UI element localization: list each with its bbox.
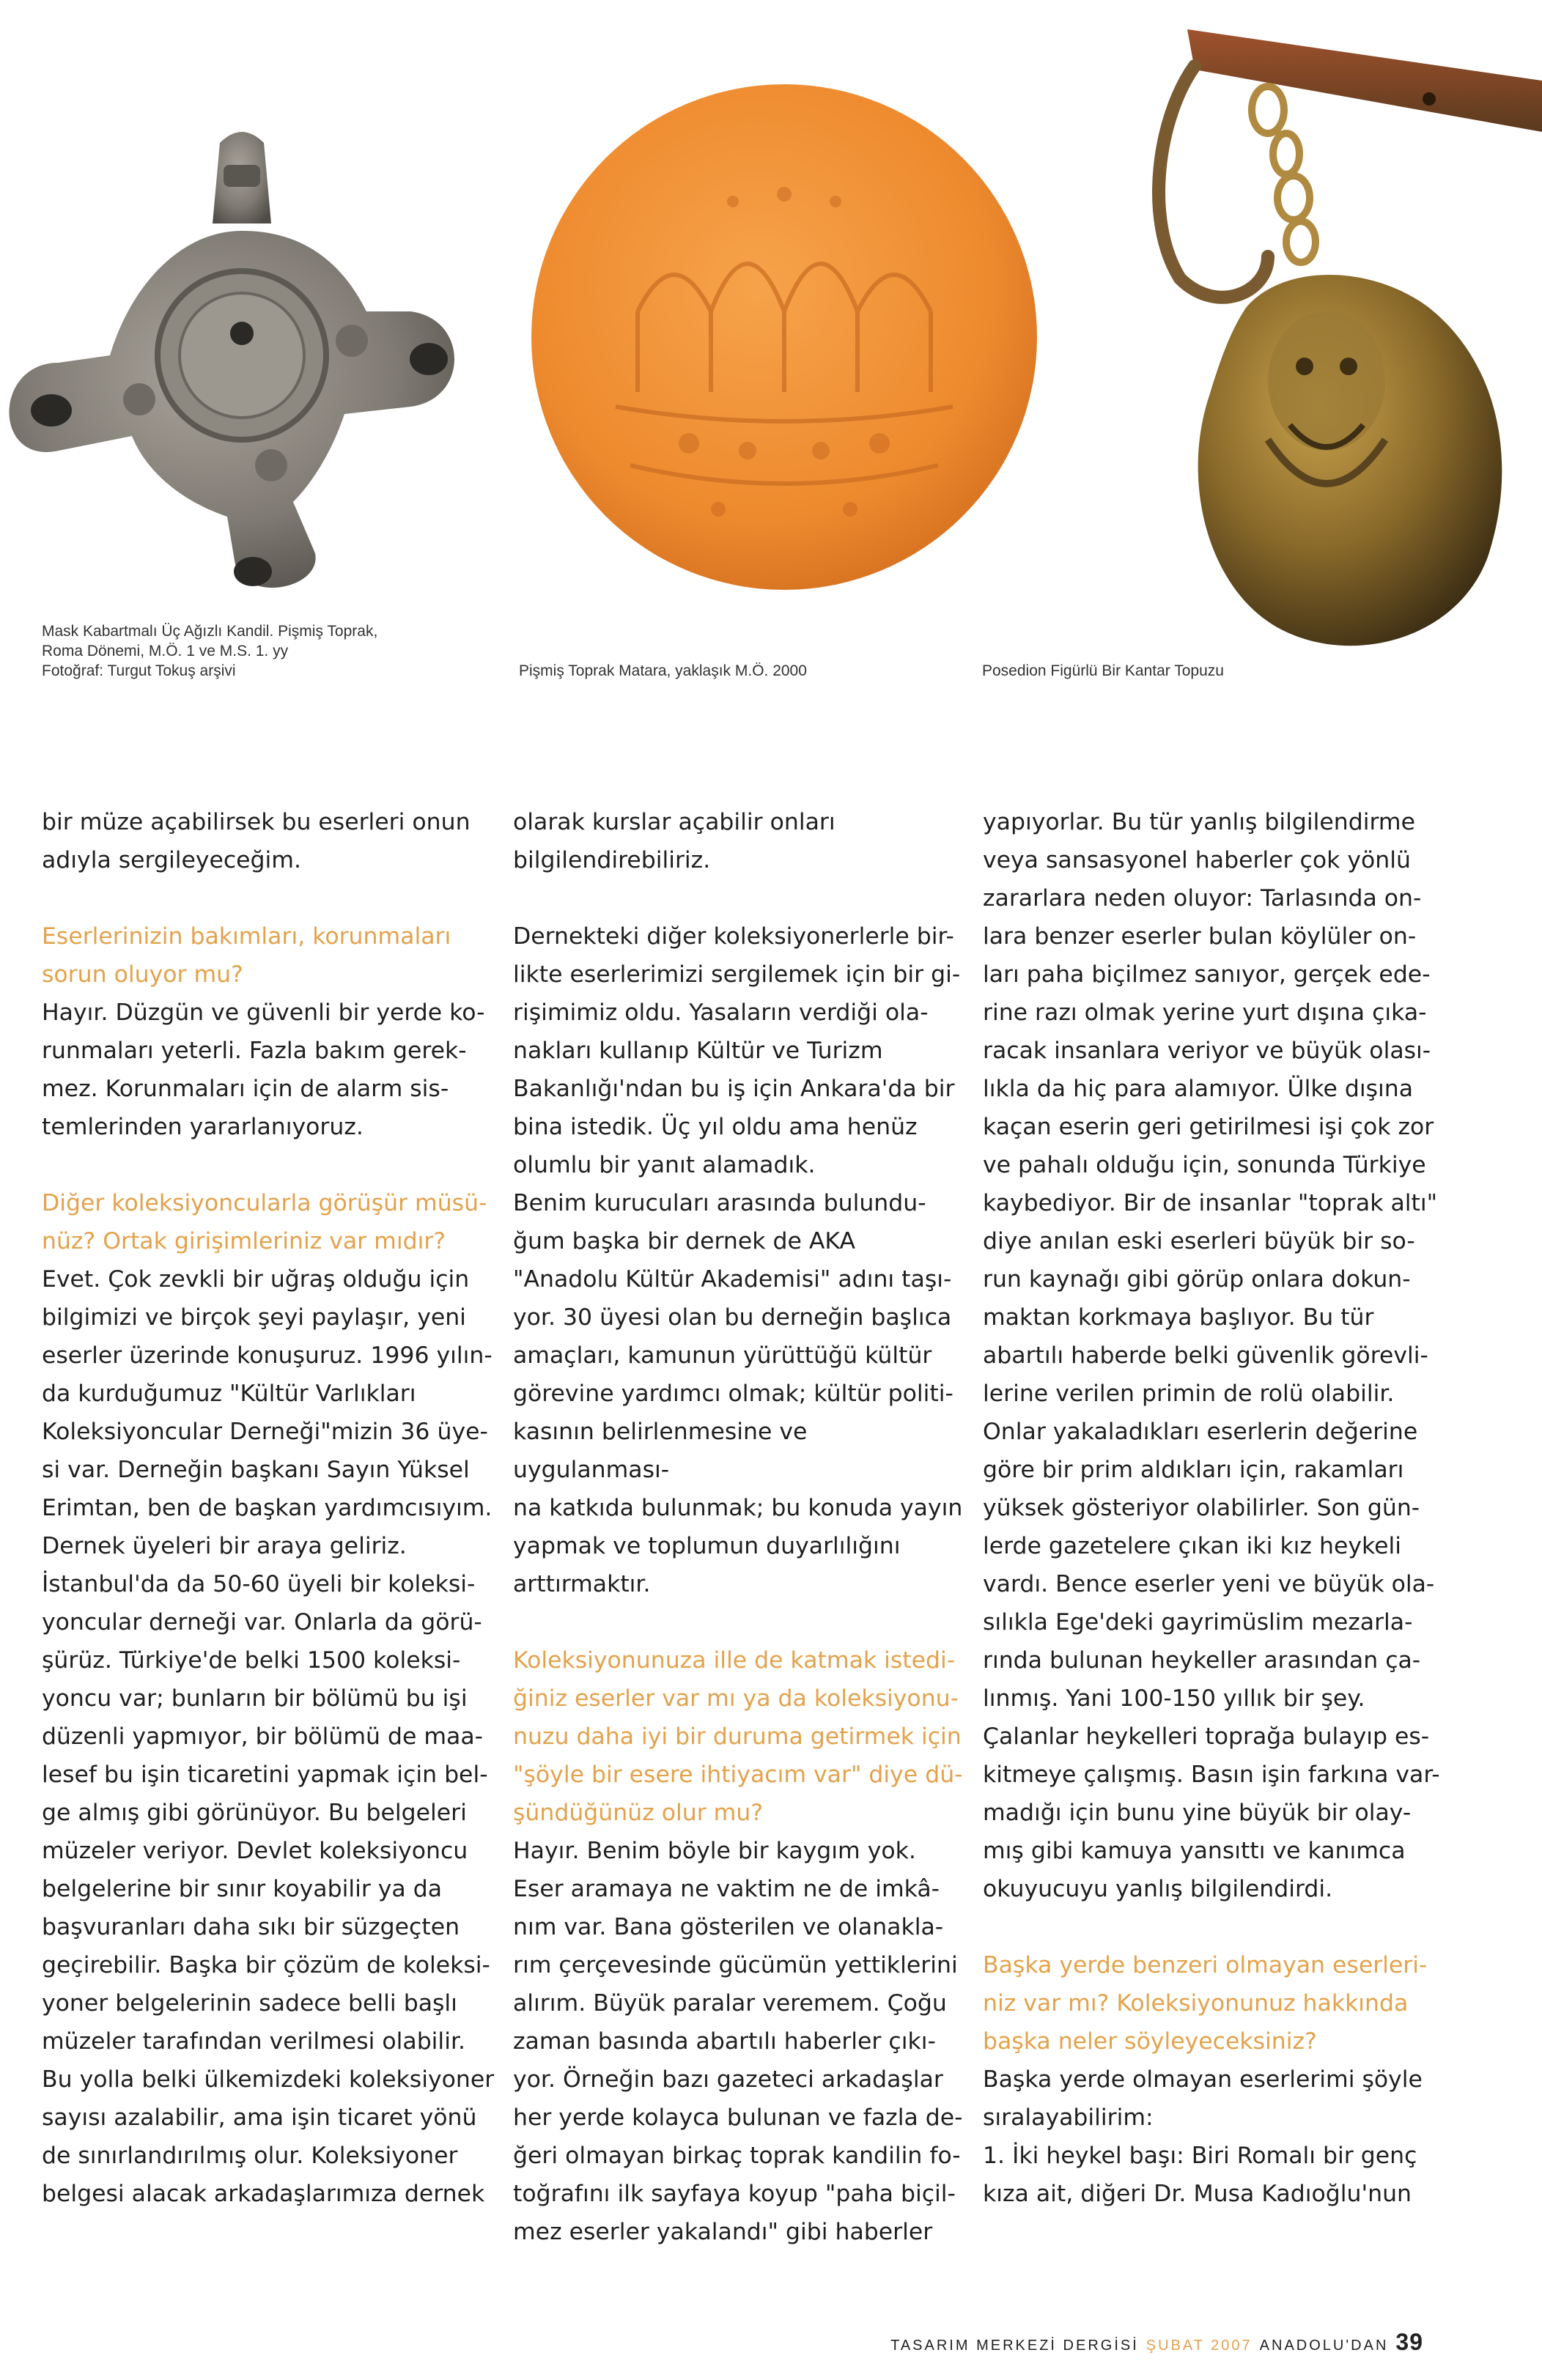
text-line: diye anılan eski eserleri büyük bir so-: [983, 1228, 1415, 1254]
text-line: İstanbul'da da 50-60 üyeli bir koleksi-: [42, 1571, 476, 1597]
text-line: Başka yerde benzeri olmayan eserleri-: [983, 1952, 1428, 1978]
issue-date: ŞUBAT 2007: [1146, 2338, 1253, 2354]
paragraph: [513, 803, 967, 879]
text-line: yor. Örneğin bazı gazeteci arkadaşlar: [513, 2066, 943, 2093]
text-line: Bakanlığı'ndan bu iş için Ankara'da bir: [513, 1076, 955, 1102]
text-line: amaçları, kamunun yürüttüğü kültür: [513, 1342, 932, 1369]
text-line: başka neler söyleyeceksiniz?: [983, 2028, 1317, 2055]
text-line: rında bulunan heykeller arasından ça-: [983, 1647, 1421, 1674]
text-line: yapmak ve toplumun duyarlılığını: [513, 1533, 901, 1559]
text-line: de sınırlandırılmış olur. Koleksiyoner: [42, 2143, 458, 2169]
text-line: yoner belgelerinin sadece belli başlı: [42, 1990, 457, 2017]
text-line: lıkla da hiç para alamıyor. Ülke dışına: [983, 1076, 1414, 1102]
text-line: "şöyle bir esere ihtiyacım var" diye dü-: [513, 1762, 963, 1788]
text-line: düzenli yapmıyor, bir bölümü de maa-: [42, 1723, 484, 1750]
text-line: ğeri olmayan birkaç toprak kandilin fo-: [513, 2143, 961, 2169]
text-line: kasının belirlenmesine ve uygulanması-: [513, 1419, 808, 1483]
paragraph: [42, 994, 496, 1146]
text-line: kaybediyor. Bir de insanlar "toprak altı": [983, 1190, 1438, 1216]
text-line: bilgilendirebiliriz.: [513, 847, 711, 873]
text-line: bina istedik. Üç yıl oldu ama henüz: [513, 1114, 918, 1140]
text-line: Onlar yakaladıkları eserlerin değerine: [983, 1419, 1418, 1445]
text-line: göre bir prim aldıkları için, rakamları: [983, 1457, 1404, 1483]
question: [983, 1946, 1452, 2061]
text-line: Eser aramaya ne vaktim ne de imkâ-: [513, 1876, 940, 1902]
text-line: abartılı haberde belki güvenlik görevli-: [983, 1342, 1428, 1369]
text-column-3: [983, 803, 1452, 2213]
text-line: eserler üzerinde konuşuruz. 1996 yılın-: [42, 1342, 493, 1369]
caption-line: Mask Kabartmalı Üç Ağızlı Kandil. Pişmiş Toprak,: [42, 623, 378, 640]
text-line: yapıyorlar. Bu tür yanlış bilgilendirme: [983, 809, 1415, 835]
text-line: da kurduğumuz "Kültür Varlıkları: [42, 1381, 416, 1407]
text-line: alırım. Büyük paralar veremem. Çoğu: [513, 1990, 947, 2017]
text-line: olarak kurslar açabilir onları: [513, 809, 835, 835]
text-line: nım var. Bana gösterilen ve olanakla-: [513, 1914, 944, 1940]
text-line: na katkıda bulunmak; bu konuda yayın: [513, 1495, 963, 1521]
text-line: müzeler tarafından verilmesi olabilir.: [42, 2028, 466, 2055]
text-column-1: [42, 803, 496, 2213]
text-line: "Anadolu Kültür Akademisi" adını taşı-: [513, 1266, 952, 1293]
text-line: Çalanlar heykelleri toprağa bulayıp es-: [983, 1723, 1430, 1750]
text-line: olumlu bir yanıt alamadık.: [513, 1152, 816, 1178]
text-line: racak insanlara veriyor ve büyük olası-: [983, 1038, 1431, 1064]
text-line: Koleksiyoncular Derneği"mizin 36 üye-: [42, 1419, 488, 1445]
text-line: Eserlerinizin bakımları, korunmaları: [42, 923, 451, 950]
text-line: mez eserler yakalandı" gibi haberler: [513, 2219, 933, 2245]
text-line: Dernek üyeleri bir araya geliriz.: [42, 1533, 407, 1559]
question: [513, 1641, 967, 1832]
text-line: lesef bu işin ticaretini yapmak için bel-: [42, 1762, 488, 1788]
text-line: toğrafını ilk sayfaya koyup "paha biçil-: [513, 2181, 956, 2207]
text-line: kıza ait, diğeri Dr. Musa Kadıoğlu'nun: [983, 2181, 1412, 2207]
text-column-2: [513, 803, 967, 2251]
text-line: niz var mı? Koleksiyonunuz hakkında: [983, 1990, 1409, 2017]
figure-poseidon-weight: [1048, 0, 1542, 681]
text-line: görevine yardımcı olmak; kültür politi-: [513, 1381, 953, 1407]
paragraph: [42, 803, 496, 879]
paragraph: [513, 1832, 967, 2251]
text-line: lara benzer eserler bulan köylüler on-: [983, 923, 1417, 950]
paragraph: [983, 803, 1452, 1908]
text-line: geçirebilir. Başka bir çözüm de koleksi-: [42, 1952, 490, 1978]
caption-oil-lamp: [42, 621, 377, 681]
text-line: veya sansasyonel haberler çok yönlü: [983, 847, 1411, 873]
text-line: kitmeye çalışmış. Basın işin farkına var-: [983, 1762, 1440, 1788]
text-line: şündüğünüz olur mu?: [513, 1800, 764, 1826]
text-line: Erimtan, ben de başkan yardımcısıyım.: [42, 1495, 493, 1521]
text-line: ge almış gibi görünüyor. Bu belgeleri: [42, 1800, 467, 1826]
text-line: zaman basında abartılı haberler çıkı-: [513, 2028, 936, 2055]
text-line: ğum başka bir dernek de AKA: [513, 1228, 856, 1254]
text-line: yor. 30 üyesi olan bu derneğin başlıca: [513, 1304, 952, 1331]
text-line: yüksek gösteriyor olabilirler. Son gün-: [983, 1495, 1420, 1521]
text-line: yoncular derneği var. Onlarla da görü-: [42, 1609, 482, 1636]
text-line: si var. Derneğin başkanı Sayın Yüksel: [42, 1457, 470, 1483]
text-line: her yerde kolayca bulunan ve fazla de-: [513, 2104, 963, 2131]
text-line: adıyla sergileyeceğim.: [42, 847, 301, 873]
text-line: likte eserlerimizi sergilemek için bir gi-: [513, 961, 961, 988]
paragraph: [513, 917, 967, 1603]
text-line: Diğer koleksiyoncularla görüşür müsü-: [42, 1190, 487, 1216]
text-line: Evet. Çok zevkli bir uğraş olduğu için: [42, 1266, 470, 1293]
caption-line: Fotoğraf: Turgut Tokuş arşivi: [42, 662, 236, 679]
text-line: lınmış. Yani 100-150 yıllık bir şey.: [983, 1685, 1365, 1712]
text-line: Dernekteki diğer koleksiyonerlerle bir-: [513, 923, 954, 950]
text-line: Bu yolla belki ülkemizdeki koleksiyoner: [42, 2066, 495, 2093]
text-line: zararlara neden oluyor: Tarlasında on-: [983, 885, 1422, 912]
text-line: ları paha biçilmez sanıyor, gerçek ede-: [983, 961, 1431, 988]
magazine-name: TASARIM MERKEZİ DERGİSİ: [890, 2338, 1139, 2354]
text-line: rişimimiz oldu. Yasaların verdiği ola-: [513, 999, 929, 1026]
text-line: Başka yerde olmayan eserlerimi şöyle: [983, 2066, 1423, 2093]
paragraph: [42, 1260, 496, 2213]
text-line: başvuranları daha sıkı bir süzgeçten: [42, 1914, 460, 1940]
text-line: şürüz. Türkiye'de belki 1500 koleksi-: [42, 1647, 461, 1674]
text-line: run kaynağı gibi görüp onlara dokun-: [983, 1266, 1411, 1293]
text-line: sayısı azalabilir, ama işin ticaret yönü: [42, 2104, 477, 2131]
text-line: lerine verilen primin de rolü olabilir.: [983, 1381, 1395, 1407]
figure-oil-lamp: [0, 121, 469, 597]
caption-weight: Posedion Figürlü Bir Kantar Topuzu: [982, 662, 1224, 679]
text-line: kaçan eserin geri getirilmesi işi çok zor: [983, 1114, 1434, 1140]
text-line: nuzu daha iyi bir duruma getirmek için: [513, 1723, 962, 1750]
text-line: Hayır. Benim böyle bir kaygım yok.: [513, 1838, 916, 1864]
question: [42, 917, 496, 994]
text-line: rım çerçevesinde gücümün yettiklerini: [513, 1952, 958, 1978]
text-line: belgesi alacak arkadaşlarımıza dernek: [42, 2181, 485, 2207]
text-line: müzeler veriyor. Devlet koleksiyoncu: [42, 1838, 468, 1864]
text-line: yoncu var; bunların bir bölümü bu işi: [42, 1685, 468, 1712]
caption-flask: Pişmiş Toprak Matara, yaklaşık M.Ö. 2000: [519, 662, 807, 679]
text-line: belgelerine bir sınır koyabilir ya da: [42, 1876, 443, 1902]
text-line: rine razı olmak yerine yurt dışına çıka-: [983, 999, 1427, 1026]
text-line: sıralayabilirim:: [983, 2104, 1154, 2131]
text-line: maktan korkmaya başlıyor. Bu tür: [983, 1304, 1374, 1331]
text-line: bir müze açabilirsek bu eserleri onun: [42, 809, 471, 835]
text-line: Koleksiyonunuza ille de katmak istedi-: [513, 1647, 956, 1674]
page-number: 39: [1395, 2329, 1423, 2355]
text-line: bilgimizi ve birçok şeyi paylaşır, yeni: [42, 1304, 466, 1331]
text-line: mış gibi kamuya yansıttı ve kanımca: [983, 1838, 1406, 1864]
text-line: ğiniz eserler var mı ya da koleksiyonu-: [513, 1685, 959, 1712]
text-line: mez. Korunmaları için de alarm sis-: [42, 1076, 449, 1102]
text-line: ve pahalı olduğu için, sonunda Türkiye: [983, 1152, 1426, 1178]
text-line: runmaları yeterli. Fazla bakım gerek-: [42, 1038, 467, 1064]
text-line: nüz? Ortak girişimleriniz var mıdır?: [42, 1228, 446, 1254]
paragraph: [983, 2061, 1452, 2213]
page-footer: [890, 2329, 1423, 2356]
text-line: vardı. Bence eserler yeni ve büyük ola-: [983, 1571, 1435, 1597]
figure-terracotta-flask: [528, 70, 1041, 597]
text-line: 1. İki heykel başı: Biri Romalı bir genç: [983, 2143, 1417, 2169]
text-line: lerde gazetelere çıkan iki kız heykeli: [983, 1533, 1401, 1559]
text-line: madığı için bunu yine büyük bir olay-: [983, 1800, 1412, 1826]
text-line: okuyucuyu yanlış bilgilendirdi.: [983, 1876, 1333, 1902]
question: [42, 1184, 496, 1260]
text-line: sorun oluyor mu?: [42, 961, 243, 988]
text-line: Benim kurucuları arasında bulundu-: [513, 1190, 926, 1216]
section-name: ANADOLU'DAN: [1259, 2338, 1389, 2354]
text-line: nakları kullanıp Kültür ve Turizm: [513, 1038, 883, 1064]
text-line: arttırmaktır.: [513, 1571, 651, 1597]
text-line: sılıkla Ege'deki gayrimüslim mezarla-: [983, 1609, 1413, 1636]
caption-line: Roma Dönemi, M.Ö. 1 ve M.S. 1. yy: [42, 643, 289, 659]
text-line: temlerinden yararlanıyoruz.: [42, 1114, 364, 1140]
text-line: Hayır. Düzgün ve güvenli bir yerde ko-: [42, 999, 485, 1026]
